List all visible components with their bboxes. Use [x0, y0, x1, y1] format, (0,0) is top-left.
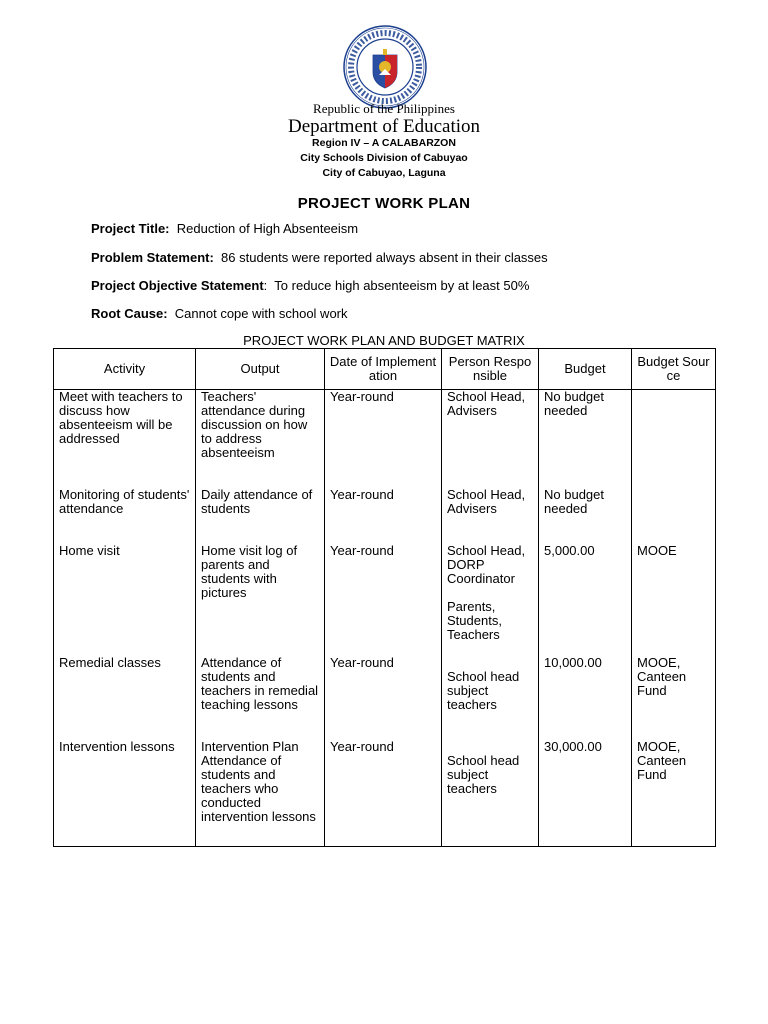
cell-activity: Home visit — [54, 544, 196, 656]
project-title-field — [91, 221, 358, 236]
cell-person — [442, 740, 539, 847]
cell-activity: Remedial classes — [54, 656, 196, 740]
cell-person-line: School Head, DORP Coordinator — [447, 543, 526, 586]
cell-budget: 30,000.00 — [539, 740, 632, 847]
cell-date: Year-round — [325, 544, 442, 656]
cell-activity: Monitoring of students' attendance — [54, 488, 196, 544]
cell-spacer — [447, 656, 533, 670]
col-header-activity: Activity — [54, 349, 196, 390]
deped-seal-icon — [343, 25, 427, 109]
cell-budget: No budget needed — [539, 390, 632, 489]
seal-graphic — [343, 25, 427, 109]
city-line: City of Cabuyao, Laguna — [322, 167, 446, 179]
table-row — [54, 544, 716, 656]
col-header-output: Output — [196, 349, 325, 390]
problem-statement-value: 86 students were reported always absent in their classes — [221, 250, 548, 265]
cell-output: Daily attendance of students — [196, 488, 325, 544]
region-line: Region IV – A CALABARZON — [312, 137, 456, 149]
cell-output-line: Attendance of students and teachers who conducted intervention lessons — [201, 753, 316, 824]
table-row — [54, 740, 716, 847]
page-title: PROJECT WORK PLAN — [297, 195, 471, 212]
cell-source — [632, 390, 716, 489]
cell-output-line: Intervention Plan — [201, 739, 299, 754]
cell-source: MOOE — [632, 544, 716, 656]
cell-date: Year-round — [325, 390, 442, 489]
cell-person: School Head, Advisers — [442, 390, 539, 489]
objective-separator: : — [263, 278, 268, 293]
cell-source: MOOE, Canteen Fund — [632, 740, 716, 847]
cell-output: Teachers' attendance during discussion on how to address absenteeism — [196, 390, 325, 489]
table-row — [54, 656, 716, 740]
cell-date: Year-round — [325, 488, 442, 544]
cell-output: Home visit log of parents and students with pictures — [196, 544, 325, 656]
table-row — [54, 488, 716, 544]
cell-person — [442, 656, 539, 740]
cell-activity: Meet with teachers to discuss how absenteeism will be addressed — [54, 390, 196, 489]
root-cause-value: Cannot cope with school work — [174, 306, 348, 321]
republic-line: Republic of the Philippines — [313, 101, 455, 116]
cell-output: Attendance of students and teachers in remedial teaching lessons — [196, 656, 325, 740]
cell-person-line: School head subject teachers — [447, 669, 520, 712]
cell-person-line: Parents, Students, Teachers — [447, 599, 502, 642]
matrix-caption: PROJECT WORK PLAN AND BUDGET MATRIX — [243, 333, 525, 348]
cell-person: School Head, Advisers — [442, 488, 539, 544]
cell-budget: 10,000.00 — [539, 656, 632, 740]
problem-statement-label: Problem Statement: — [91, 250, 214, 265]
division-line: City Schools Division of Cabuyao — [300, 152, 468, 164]
root-cause-label: Root Cause: — [91, 306, 168, 321]
col-header-date: Date of Implementation — [325, 349, 442, 390]
objective-value: To reduce high absenteeism by at least 50% — [274, 278, 530, 293]
cell-activity: Intervention lessons — [54, 740, 196, 847]
project-title-label: Project Title: — [91, 221, 170, 236]
cell-budget: 5,000.00 — [539, 544, 632, 656]
objective-field — [91, 278, 529, 293]
cell-date: Year-round — [325, 656, 442, 740]
table-row — [54, 390, 716, 489]
cell-output — [196, 740, 325, 847]
cell-person — [442, 544, 539, 656]
cell-person-line: School head subject teachers — [447, 753, 520, 796]
objective-label: Project Objective Statement — [91, 278, 264, 293]
col-header-source: Budget Source — [632, 349, 716, 390]
cell-spacer — [447, 586, 533, 600]
col-header-budget: Budget — [539, 349, 632, 390]
department-name: Department of Education — [287, 116, 481, 137]
cell-budget: No budget needed — [539, 488, 632, 544]
table-header-row — [54, 349, 716, 390]
project-title-value: Reduction of High Absenteeism — [176, 221, 359, 236]
cell-date: Year-round — [325, 740, 442, 847]
problem-statement-field — [91, 250, 548, 265]
cell-source — [632, 488, 716, 544]
cell-source: MOOE, Canteen Fund — [632, 656, 716, 740]
root-cause-field — [91, 306, 348, 321]
work-plan-table — [53, 348, 716, 847]
cell-spacer — [447, 740, 533, 754]
col-header-person: Person Responsible — [442, 349, 539, 390]
